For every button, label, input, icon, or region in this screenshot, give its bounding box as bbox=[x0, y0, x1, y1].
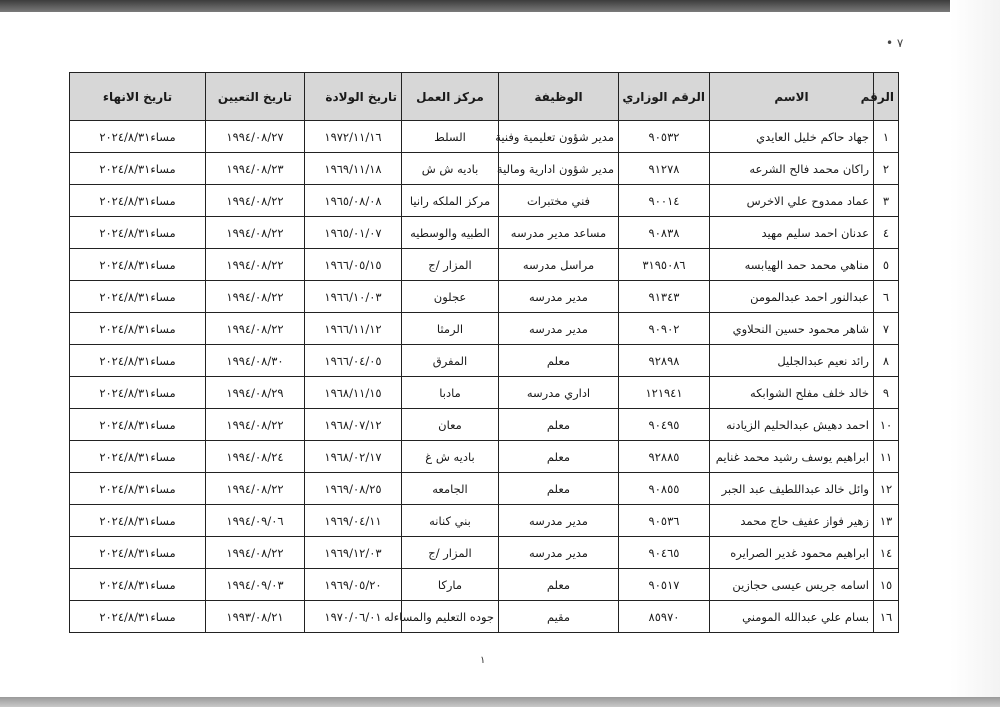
row-hire-date: ١٩٩٤/٠٨/٢٢ bbox=[206, 217, 305, 249]
row-num: ١١ bbox=[874, 441, 899, 473]
row-workplace: معان bbox=[402, 409, 499, 441]
row-job: مراسل مدرسه bbox=[499, 249, 619, 281]
row-job: مدير شؤون ادارية ومالية bbox=[499, 153, 619, 185]
row-num: ٣ bbox=[874, 185, 899, 217]
row-hire-date: ١٩٩٤/٠٨/٢٣ bbox=[206, 153, 305, 185]
row-ministry-id: ٩٠٥٣٢ bbox=[619, 121, 710, 153]
row-birth-date: ١٩٦٥/٠٨/٠٨ bbox=[305, 185, 402, 217]
row-workplace: المزار /ج bbox=[402, 537, 499, 569]
table-row bbox=[70, 153, 899, 185]
row-birth-date: ١٩٦٥/٠١/٠٧ bbox=[305, 217, 402, 249]
row-end-date: مساء٢٠٢٤/٨/٣١ bbox=[70, 217, 206, 249]
row-name: جهاد حاكم خليل العايدي bbox=[710, 121, 874, 153]
row-hire-date: ١٩٩٣/٠٨/٢١ bbox=[206, 601, 305, 633]
table-row bbox=[70, 601, 899, 633]
row-name: زهير فواز عفيف حاج محمد bbox=[710, 505, 874, 537]
row-name: شاهر محمود حسين النحلاوي bbox=[710, 313, 874, 345]
table-row bbox=[70, 473, 899, 505]
row-name: راكان محمد فالح الشرعه bbox=[710, 153, 874, 185]
row-num: ٥ bbox=[874, 249, 899, 281]
row-birth-date: ١٩٦٩/٠٤/١١ bbox=[305, 505, 402, 537]
table-row bbox=[70, 377, 899, 409]
row-ministry-id: ٩٠٨٥٥ bbox=[619, 473, 710, 505]
row-name: احمد دهيش عبدالحليم الزيادنه bbox=[710, 409, 874, 441]
row-end-date: مساء٢٠٢٤/٨/٣١ bbox=[70, 601, 206, 633]
row-hire-date: ١٩٩٤/٠٩/٠٣ bbox=[206, 569, 305, 601]
row-job: مقيم bbox=[499, 601, 619, 633]
table-row bbox=[70, 537, 899, 569]
row-hire-date: ١٩٩٤/٠٨/٢٢ bbox=[206, 473, 305, 505]
row-num: ٦ bbox=[874, 281, 899, 313]
row-ministry-id: ٩٢٨٩٨ bbox=[619, 345, 710, 377]
row-workplace: الجامعه bbox=[402, 473, 499, 505]
row-end-date: مساء٢٠٢٤/٨/٣١ bbox=[70, 185, 206, 217]
row-end-date: مساء٢٠٢٤/٨/٣١ bbox=[70, 505, 206, 537]
row-num: ١٢ bbox=[874, 473, 899, 505]
row-num: ١ bbox=[874, 121, 899, 153]
row-job: مدير مدرسه bbox=[499, 505, 619, 537]
table-row bbox=[70, 313, 899, 345]
table-row bbox=[70, 121, 899, 153]
table-row bbox=[70, 345, 899, 377]
table-row bbox=[70, 281, 899, 313]
row-job: مدير مدرسه bbox=[499, 313, 619, 345]
row-end-date: مساء٢٠٢٤/٨/٣١ bbox=[70, 409, 206, 441]
table-row bbox=[70, 505, 899, 537]
row-end-date: مساء٢٠٢٤/٨/٣١ bbox=[70, 537, 206, 569]
scan-bottom-border bbox=[0, 697, 1000, 707]
page-mark: • ٧ bbox=[886, 36, 904, 50]
row-end-date: مساء٢٠٢٤/٨/٣١ bbox=[70, 441, 206, 473]
row-num: ١٦ bbox=[874, 601, 899, 633]
row-end-date: مساء٢٠٢٤/٨/٣١ bbox=[70, 473, 206, 505]
row-hire-date: ١٩٩٤/٠٨/٣٠ bbox=[206, 345, 305, 377]
row-num: ١٤ bbox=[874, 537, 899, 569]
row-workplace: جوده التعليم والمساءله bbox=[402, 601, 499, 633]
row-birth-date: ١٩٦٩/١٢/٠٣ bbox=[305, 537, 402, 569]
row-end-date: مساء٢٠٢٤/٨/٣١ bbox=[70, 569, 206, 601]
row-ministry-id: ٨٥٩٧٠ bbox=[619, 601, 710, 633]
row-job: معلم bbox=[499, 441, 619, 473]
row-end-date: مساء٢٠٢٤/٨/٣١ bbox=[70, 281, 206, 313]
row-job: مدير شؤون تعليمية وفنية bbox=[499, 121, 619, 153]
row-workplace: المفرق bbox=[402, 345, 499, 377]
row-job: معلم bbox=[499, 473, 619, 505]
row-job: مدير مدرسه bbox=[499, 281, 619, 313]
table-row bbox=[70, 441, 899, 473]
row-ministry-id: ٩١٣٤٣ bbox=[619, 281, 710, 313]
row-end-date: مساء٢٠٢٤/٨/٣١ bbox=[70, 313, 206, 345]
row-workplace: باديه ش غ bbox=[402, 441, 499, 473]
row-job: مساعد مدير مدرسه bbox=[499, 217, 619, 249]
row-birth-date: ١٩٦٦/١٠/٠٣ bbox=[305, 281, 402, 313]
row-hire-date: ١٩٩٤/٠٨/٢٩ bbox=[206, 377, 305, 409]
header-ministry-id: الرقم الوزاري bbox=[619, 73, 710, 121]
row-birth-date: ١٩٦٦/٠٤/٠٥ bbox=[305, 345, 402, 377]
row-birth-date: ١٩٦٨/٠٧/١٢ bbox=[305, 409, 402, 441]
row-birth-date: ١٩٧٠/٠٦/٠١ bbox=[305, 601, 402, 633]
row-num: ١٠ bbox=[874, 409, 899, 441]
row-name: ابراهيم يوسف رشيد محمد غنايم bbox=[710, 441, 874, 473]
header-end-date: تاريخ الانهاء bbox=[70, 73, 206, 121]
row-name: اسامه جريس عيسى حجازين bbox=[710, 569, 874, 601]
row-end-date: مساء٢٠٢٤/٨/٣١ bbox=[70, 345, 206, 377]
table-header-row bbox=[70, 73, 899, 121]
row-job: معلم bbox=[499, 345, 619, 377]
row-workplace: عجلون bbox=[402, 281, 499, 313]
row-birth-date: ١٩٦٩/١١/١٨ bbox=[305, 153, 402, 185]
row-ministry-id: ٩٠٩٠٢ bbox=[619, 313, 710, 345]
row-ministry-id: ٩٠٥٣٦ bbox=[619, 505, 710, 537]
table-row bbox=[70, 569, 899, 601]
header-workplace: مركز العمل bbox=[402, 73, 499, 121]
row-hire-date: ١٩٩٤/٠٨/٢٢ bbox=[206, 249, 305, 281]
row-workplace: مركز الملكه رانيا bbox=[402, 185, 499, 217]
row-ministry-id: ٩٠٤٦٥ bbox=[619, 537, 710, 569]
row-name: وائل خالد عبداللطيف عبد الجبر bbox=[710, 473, 874, 505]
header-name: الاسم bbox=[710, 73, 874, 121]
row-job: فني مختبرات bbox=[499, 185, 619, 217]
row-workplace: مادبا bbox=[402, 377, 499, 409]
scan-right-shadow bbox=[950, 0, 1000, 707]
scan-top-border bbox=[0, 0, 1000, 12]
row-num: ١٣ bbox=[874, 505, 899, 537]
row-hire-date: ١٩٩٤/٠٨/٢٢ bbox=[206, 281, 305, 313]
row-hire-date: ١٩٩٤/٠٨/٢٤ bbox=[206, 441, 305, 473]
row-workplace: باديه ش ش bbox=[402, 153, 499, 185]
row-ministry-id: ٩١٢٧٨ bbox=[619, 153, 710, 185]
row-name: عماد ممدوح علي الاخرس bbox=[710, 185, 874, 217]
row-num: ٢ bbox=[874, 153, 899, 185]
row-birth-date: ١٩٦٦/١١/١٢ bbox=[305, 313, 402, 345]
row-hire-date: ١٩٩٤/٠٨/٢٢ bbox=[206, 537, 305, 569]
row-birth-date: ١٩٦٩/٠٨/٢٥ bbox=[305, 473, 402, 505]
row-ministry-id: ٣١٩٥٠٨٦ bbox=[619, 249, 710, 281]
row-num: ٧ bbox=[874, 313, 899, 345]
row-workplace: الطبيه والوسطيه bbox=[402, 217, 499, 249]
row-ministry-id: ٩٠٠١٤ bbox=[619, 185, 710, 217]
row-birth-date: ١٩٦٨/١١/١٥ bbox=[305, 377, 402, 409]
row-num: ٨ bbox=[874, 345, 899, 377]
row-name: خالد خلف مفلح الشوابكه bbox=[710, 377, 874, 409]
row-workplace: بني كنانه bbox=[402, 505, 499, 537]
row-ministry-id: ٩٠٤٩٥ bbox=[619, 409, 710, 441]
header-birth-date: تاريخ الولادة bbox=[305, 73, 402, 121]
row-job: مدير مدرسه bbox=[499, 537, 619, 569]
row-num: ٩ bbox=[874, 377, 899, 409]
row-job: معلم bbox=[499, 569, 619, 601]
header-hire-date: تاريخ التعيين bbox=[206, 73, 305, 121]
row-hire-date: ١٩٩٤/٠٨/٢٢ bbox=[206, 185, 305, 217]
row-workplace: ماركا bbox=[402, 569, 499, 601]
table-row bbox=[70, 217, 899, 249]
page-number: ١ bbox=[480, 655, 486, 666]
row-ministry-id: ٩٠٥١٧ bbox=[619, 569, 710, 601]
row-ministry-id: ٩٢٨٨٥ bbox=[619, 441, 710, 473]
table-row bbox=[70, 185, 899, 217]
row-workplace: الرمثا bbox=[402, 313, 499, 345]
retirement-roster-table bbox=[69, 72, 899, 633]
row-name: رائد نعيم عبدالجليل bbox=[710, 345, 874, 377]
header-job: الوظيفة bbox=[499, 73, 619, 121]
row-hire-date: ١٩٩٤/٠٨/٢٢ bbox=[206, 313, 305, 345]
row-end-date: مساء٢٠٢٤/٨/٣١ bbox=[70, 121, 206, 153]
row-birth-date: ١٩٦٩/٠٥/٢٠ bbox=[305, 569, 402, 601]
row-birth-date: ١٩٦٦/٠٥/١٥ bbox=[305, 249, 402, 281]
row-end-date: مساء٢٠٢٤/٨/٣١ bbox=[70, 377, 206, 409]
row-name: عبدالنور احمد عبدالمومن bbox=[710, 281, 874, 313]
table-row bbox=[70, 249, 899, 281]
row-workplace: المزار /ج bbox=[402, 249, 499, 281]
row-job: معلم bbox=[499, 409, 619, 441]
row-end-date: مساء٢٠٢٤/٨/٣١ bbox=[70, 249, 206, 281]
row-hire-date: ١٩٩٤/٠٨/٢٧ bbox=[206, 121, 305, 153]
row-job: اداري مدرسه bbox=[499, 377, 619, 409]
row-end-date: مساء٢٠٢٤/٨/٣١ bbox=[70, 153, 206, 185]
row-birth-date: ١٩٧٢/١١/١٦ bbox=[305, 121, 402, 153]
row-num: ٤ bbox=[874, 217, 899, 249]
row-name: مناهي محمد حمد الهيابسه bbox=[710, 249, 874, 281]
row-ministry-id: ٩٠٨٣٨ bbox=[619, 217, 710, 249]
row-ministry-id: ١٢١٩٤١ bbox=[619, 377, 710, 409]
row-hire-date: ١٩٩٤/٠٨/٢٢ bbox=[206, 409, 305, 441]
row-name: ابراهيم محمود غدير الصرايره bbox=[710, 537, 874, 569]
row-name: بسام علي عبدالله المومني bbox=[710, 601, 874, 633]
header-num: الرقم bbox=[874, 73, 899, 121]
row-birth-date: ١٩٦٨/٠٢/١٧ bbox=[305, 441, 402, 473]
table-row bbox=[70, 409, 899, 441]
row-num: ١٥ bbox=[874, 569, 899, 601]
row-workplace: السلط bbox=[402, 121, 499, 153]
row-name: عدنان احمد سليم مهيد bbox=[710, 217, 874, 249]
row-hire-date: ١٩٩٤/٠٩/٠٦ bbox=[206, 505, 305, 537]
